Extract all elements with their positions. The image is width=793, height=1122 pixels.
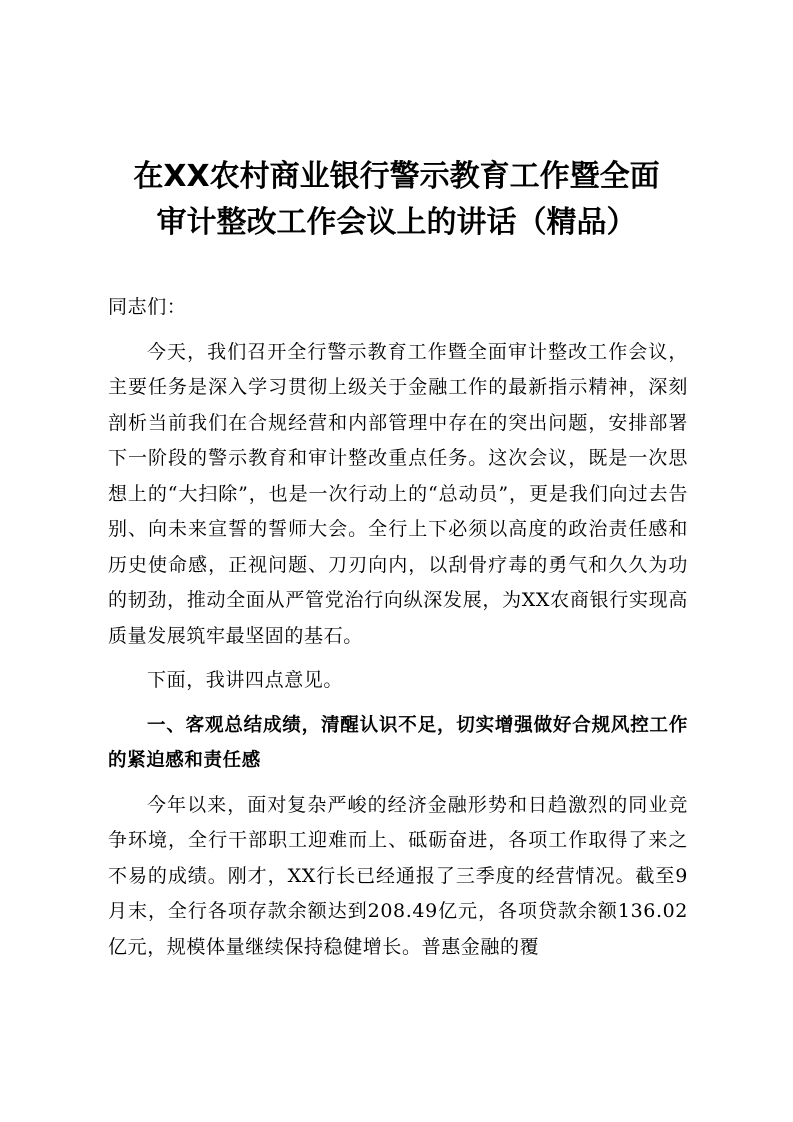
- document-title-line-1: 在XX农村商业银行警示教育工作暨全面: [133, 159, 660, 194]
- section-heading-1: 一、客观总结成绩，清醒认识不足，切实增强做好合规风控工作的紧迫感和责任感: [108, 714, 688, 771]
- section-1-paragraph: 今年以来，面对复杂严峻的经济金融形势和日趋激烈的同业竞争环境，全行干部职工迎难而上、砥砺奋进，各项工作取得了来之不易的成绩。刚才，XX行长已经通报了三季度的经营情况。截至9月末，全行各项存款余额达到208.49亿元，各项贷款余额136.02亿元，规模体量继续保持稳健增长。普惠金融的覆: [108, 793, 688, 958]
- transition-paragraph: 下面，我讲四点意见。: [147, 669, 344, 691]
- salutation: 同志们：: [108, 296, 187, 318]
- document-body: [108, 290, 688, 965]
- document-title-line-2: 审计整改工作会议上的讲话（精品）: [156, 205, 637, 240]
- intro-paragraph: 今天，我们召开全行警示教育工作暨全面审计整改工作会议，主要任务是深入学习贯彻上级关于金融工作的最新指示精神，深刻剖析当前我们在合规经营和内部管理中存在的突出问题，安排部署下一阶段的警示教育和审计整改重点任务。这次会议，既是一次思想上的“大扫除”，也是一次行动上的“总动员”，更是我们向过去告别、向未来宣誓的誓师大会。全行上下必须以高度的政治责任感和历史使命感，正视问题、刀刃向内，以刮骨疗毒的勇气和久久为功的韧劲，推动全面从严管党治行向纵深发展，为XX农商银行实现高质量发展筑牢最坚固的基石。: [108, 340, 688, 647]
